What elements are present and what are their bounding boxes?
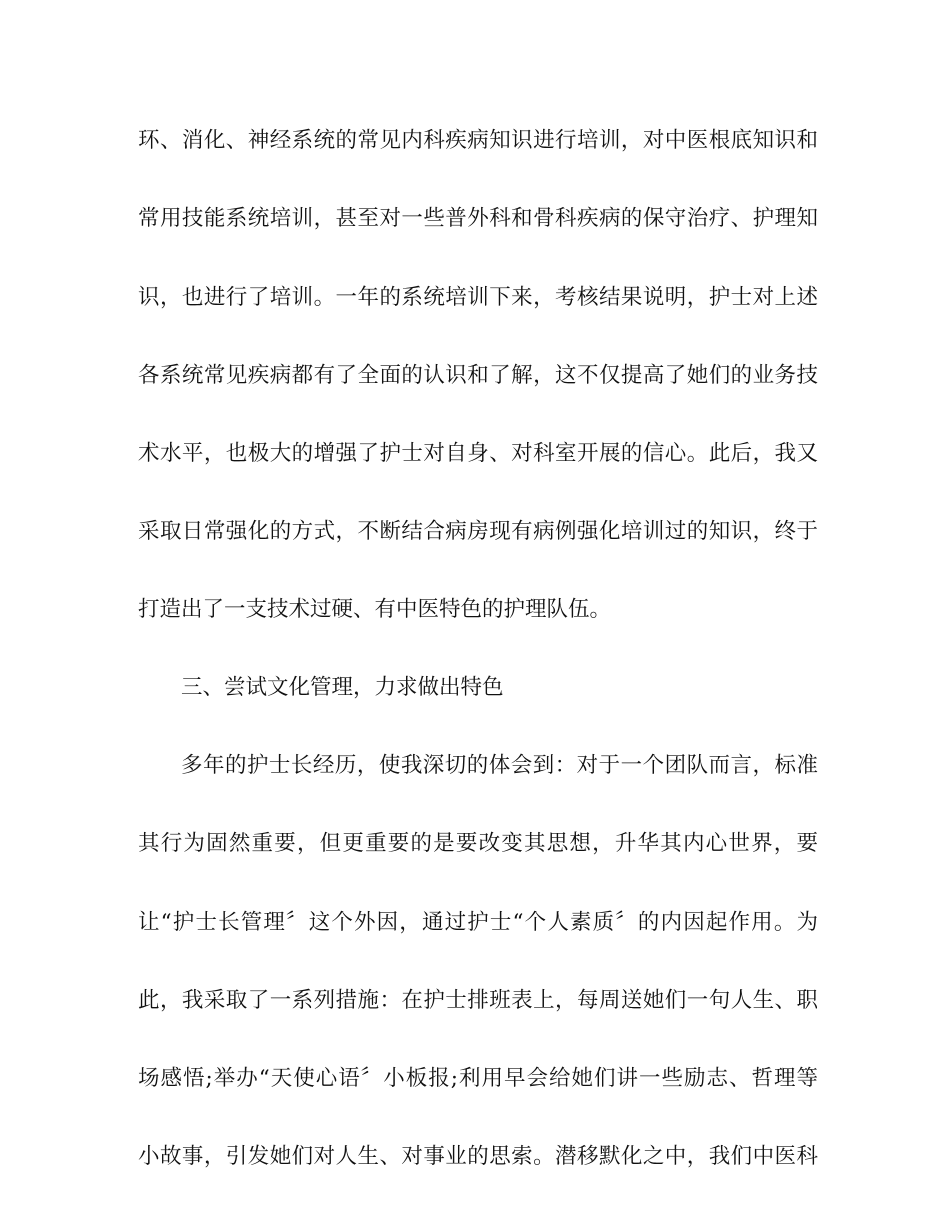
paragraph-line: 让“护士长管理〞这个外因，通过护士“个人素质〞的内因起作用。为: [138, 910, 818, 935]
paragraph-line: 此，我采取了一系列措施：在护士排班表上，每周送她们一句人生、职: [138, 988, 818, 1013]
section-heading: 三、尝试文化管理，力求做出特色: [181, 675, 504, 700]
paragraph-line: 其行为固然重要，但更重要的是要改变其思想，升华其内心世界，要: [138, 831, 818, 856]
paragraph-line: 采取日常强化的方式，不断结合病房现有病例强化培训过的知识，终于: [138, 519, 818, 544]
paragraph-line: 环、消化、神经系统的常见内科疾病知识进行培训，对中医根底知识和: [138, 128, 818, 153]
paragraph-line: 常用技能系统培训，甚至对一些普外科和骨科疾病的保守治疗、护理知: [138, 206, 818, 231]
paragraph-line: 识，也进行了培训。一年的系统培训下来，考核结果说明，护士对上述: [138, 285, 818, 310]
paragraph-line: 术水平，也极大的增强了护士对自身、对科室开展的信心。此后，我又: [138, 441, 818, 466]
paragraph-line: 各系统常见疾病都有了全面的认识和了解，这不仅提高了她们的业务技: [138, 363, 818, 388]
paragraph-line-last: 打造出了一支技术过硬、有中医特色的护理队伍。: [138, 597, 612, 622]
paragraph-line: 场感悟;举办“天使心语〞小板报;利用早会给她们讲一些励志、哲理等: [138, 1066, 818, 1091]
paragraph-line: 小故事，引发她们对人生、对事业的思索。潜移默化之中，我们中医科: [138, 1144, 818, 1169]
paragraph-line-first: 多年的护士长经历，使我深切的体会到：对于一个团队而言，标准: [181, 753, 818, 778]
